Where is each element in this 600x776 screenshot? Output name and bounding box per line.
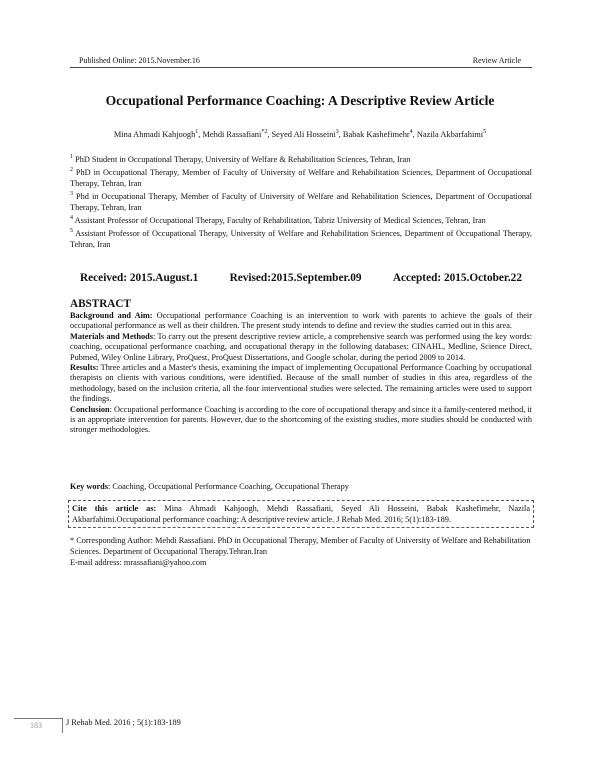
author-separator: , <box>267 129 272 139</box>
keywords-label: Key words <box>70 482 109 491</box>
article-type: Review Article <box>472 56 521 65</box>
affiliation-number: 4 <box>70 215 73 222</box>
author-name: Mina Ahmadi Kahjoogh <box>113 129 196 139</box>
running-header <box>79 56 521 65</box>
cite-label: Cite this article as: <box>72 504 157 513</box>
author-mark: 4 <box>409 129 413 135</box>
received-date: Received: 2015.August.1 <box>80 272 199 284</box>
author-name: Nazila Akbarfahimi <box>416 129 484 139</box>
dates-row <box>80 272 522 284</box>
revised-date: Revised:2015.September.09 <box>229 272 362 284</box>
author-mark: *2 <box>261 129 268 135</box>
author-mark: 1 <box>195 129 199 135</box>
abstract-section-label: Background and Aim: <box>70 311 153 320</box>
affiliation-number: 1 <box>70 154 73 160</box>
affiliation-item <box>70 213 532 226</box>
abstract-section <box>70 332 532 363</box>
author-list <box>0 129 600 139</box>
correspondence <box>70 535 532 569</box>
affiliation-number: 3 <box>70 191 73 198</box>
affiliation-text: PhD in Occupational Therapy, Member of Faculty of University of Welfare and Rehabilitation Sciences, Department of Occupational Therapy, Tehran, Iran <box>70 167 532 188</box>
paper-title: Occupational Performance Coaching: A Descriptive Review Article <box>105 93 495 108</box>
abstract-section <box>70 311 532 332</box>
affiliation-item <box>70 165 532 189</box>
affiliation-text: Assistant Professor of Occupational Therapy, Faculty of Rehabilitation, Tabriz University of Medical Sciences, Tehran, Iran <box>73 216 486 226</box>
page-number: 183 <box>30 721 42 730</box>
corresponding-author: * Corresponding Author: Mehdi Rassafiani. PhD in Occupational Therapy, Member of Faculty of University of Welfare and Rehabilitation Sciences. Department of Occupational Therapy.Tehran.Iran <box>70 536 531 557</box>
abstract-section-label: Conclusion <box>70 404 110 414</box>
abstract-section-text: : To carry out the present descriptive review article, a comprehensive search was performed using the key words: coaching, occupational performance coaching, and occupational therapy in the following databases: CINAHL, Medline, Science Direct, Pubmed, Wiley Online Library, ProQuest, ProQuest Dissertations, and Google scholar, during the period 2009 to 2014. <box>70 331 532 362</box>
author-name: Mehdi Rassafiani <box>202 129 262 139</box>
affiliations <box>70 152 532 250</box>
abstract-section <box>70 363 532 405</box>
abstract-heading: ABSTRACT <box>70 298 131 310</box>
affiliation-text: Phd in Occupational Therapy, Member of Faculty of University of Welfare and Rehabilitation Sciences, Department of Occupational Therapy, Tehran, Iran <box>70 191 532 213</box>
author-mark: 3 <box>335 129 339 135</box>
affiliation-text: Assistant Professor of Occupational Therapy, University of Welfare and Rehabilitation Sciences, Department of Occupational Therapy, Tehran, Iran <box>70 229 532 250</box>
affiliation-item <box>70 189 532 213</box>
affiliation-item <box>70 152 532 165</box>
abstract-section-text: : Occupational performance Coaching is according to the core of occupational therapy and since it a family-centered method, it is an appropriate intervention for parents. However, due to the shortcoming of the existing studies, more studies should be conducted with stronger methodologies. <box>70 404 532 435</box>
abstract-section-label: Materials and Methods <box>70 331 153 341</box>
affiliation-text: PhD Student in Occupational Therapy, University of Welfare & Rehabilitation Sciences, Tehran, Iran <box>73 154 411 164</box>
abstract-section <box>70 405 532 436</box>
email-address: E-mail address: mrassafiani@yahoo.com <box>70 558 207 568</box>
header-rule <box>70 67 532 68</box>
keywords-text: : Coaching, Occupational Performance Coaching, Occupational Therapy <box>108 482 349 491</box>
abstract-section-label: Results: <box>70 363 99 373</box>
author-mark: 5 <box>483 129 487 135</box>
affiliation-number: 2 <box>70 166 73 173</box>
citation-box <box>68 500 534 528</box>
author-separator: , <box>338 129 343 139</box>
author-separator: , <box>198 129 203 139</box>
abstract-section-text: Occupational performance Coaching is an intervention to work with parents to achieve the goals of their occupational performance as well as their children. The present study intends to define and review the studies carried out in this area. <box>70 311 532 331</box>
author-name: Seyed Ali Hosseini <box>271 129 336 139</box>
abstract-body <box>70 311 532 436</box>
affiliation-item <box>70 226 532 250</box>
published-online: Published Online: 2015.November.16 <box>79 56 200 65</box>
abstract-section-text: Three articles and a Master's thesis, examining the impact of implementing Occupational Performance Coaching by occupational therapists on clients with various conditions, were identified. Because of the small number of studies in this area, regardless of the methodology, based on the inclusion criteria, all the four interventional studies were selected. The remaining articles were used to support the findings. <box>70 363 532 404</box>
cite-text: Mina Ahmadi Kahjoogh, Mehdi Rassafiani, Seyed Ali Hosseini, Babak Kashefimehr, Nazila Akbarfahimi.Occupational performance coaching: A descriptive review article. J Rehab Med. 2016; 5(1):183-189. <box>72 504 530 525</box>
author-separator: , <box>412 129 417 139</box>
keywords <box>70 482 532 491</box>
author-name: Babak Kashefimehr <box>342 129 410 139</box>
accepted-date: Accepted: 2015.October.22 <box>392 272 522 284</box>
affiliation-number: 5 <box>70 228 73 235</box>
journal-citation: J Rehab Med. 2016 ; 5(1):183-189 <box>66 718 181 727</box>
